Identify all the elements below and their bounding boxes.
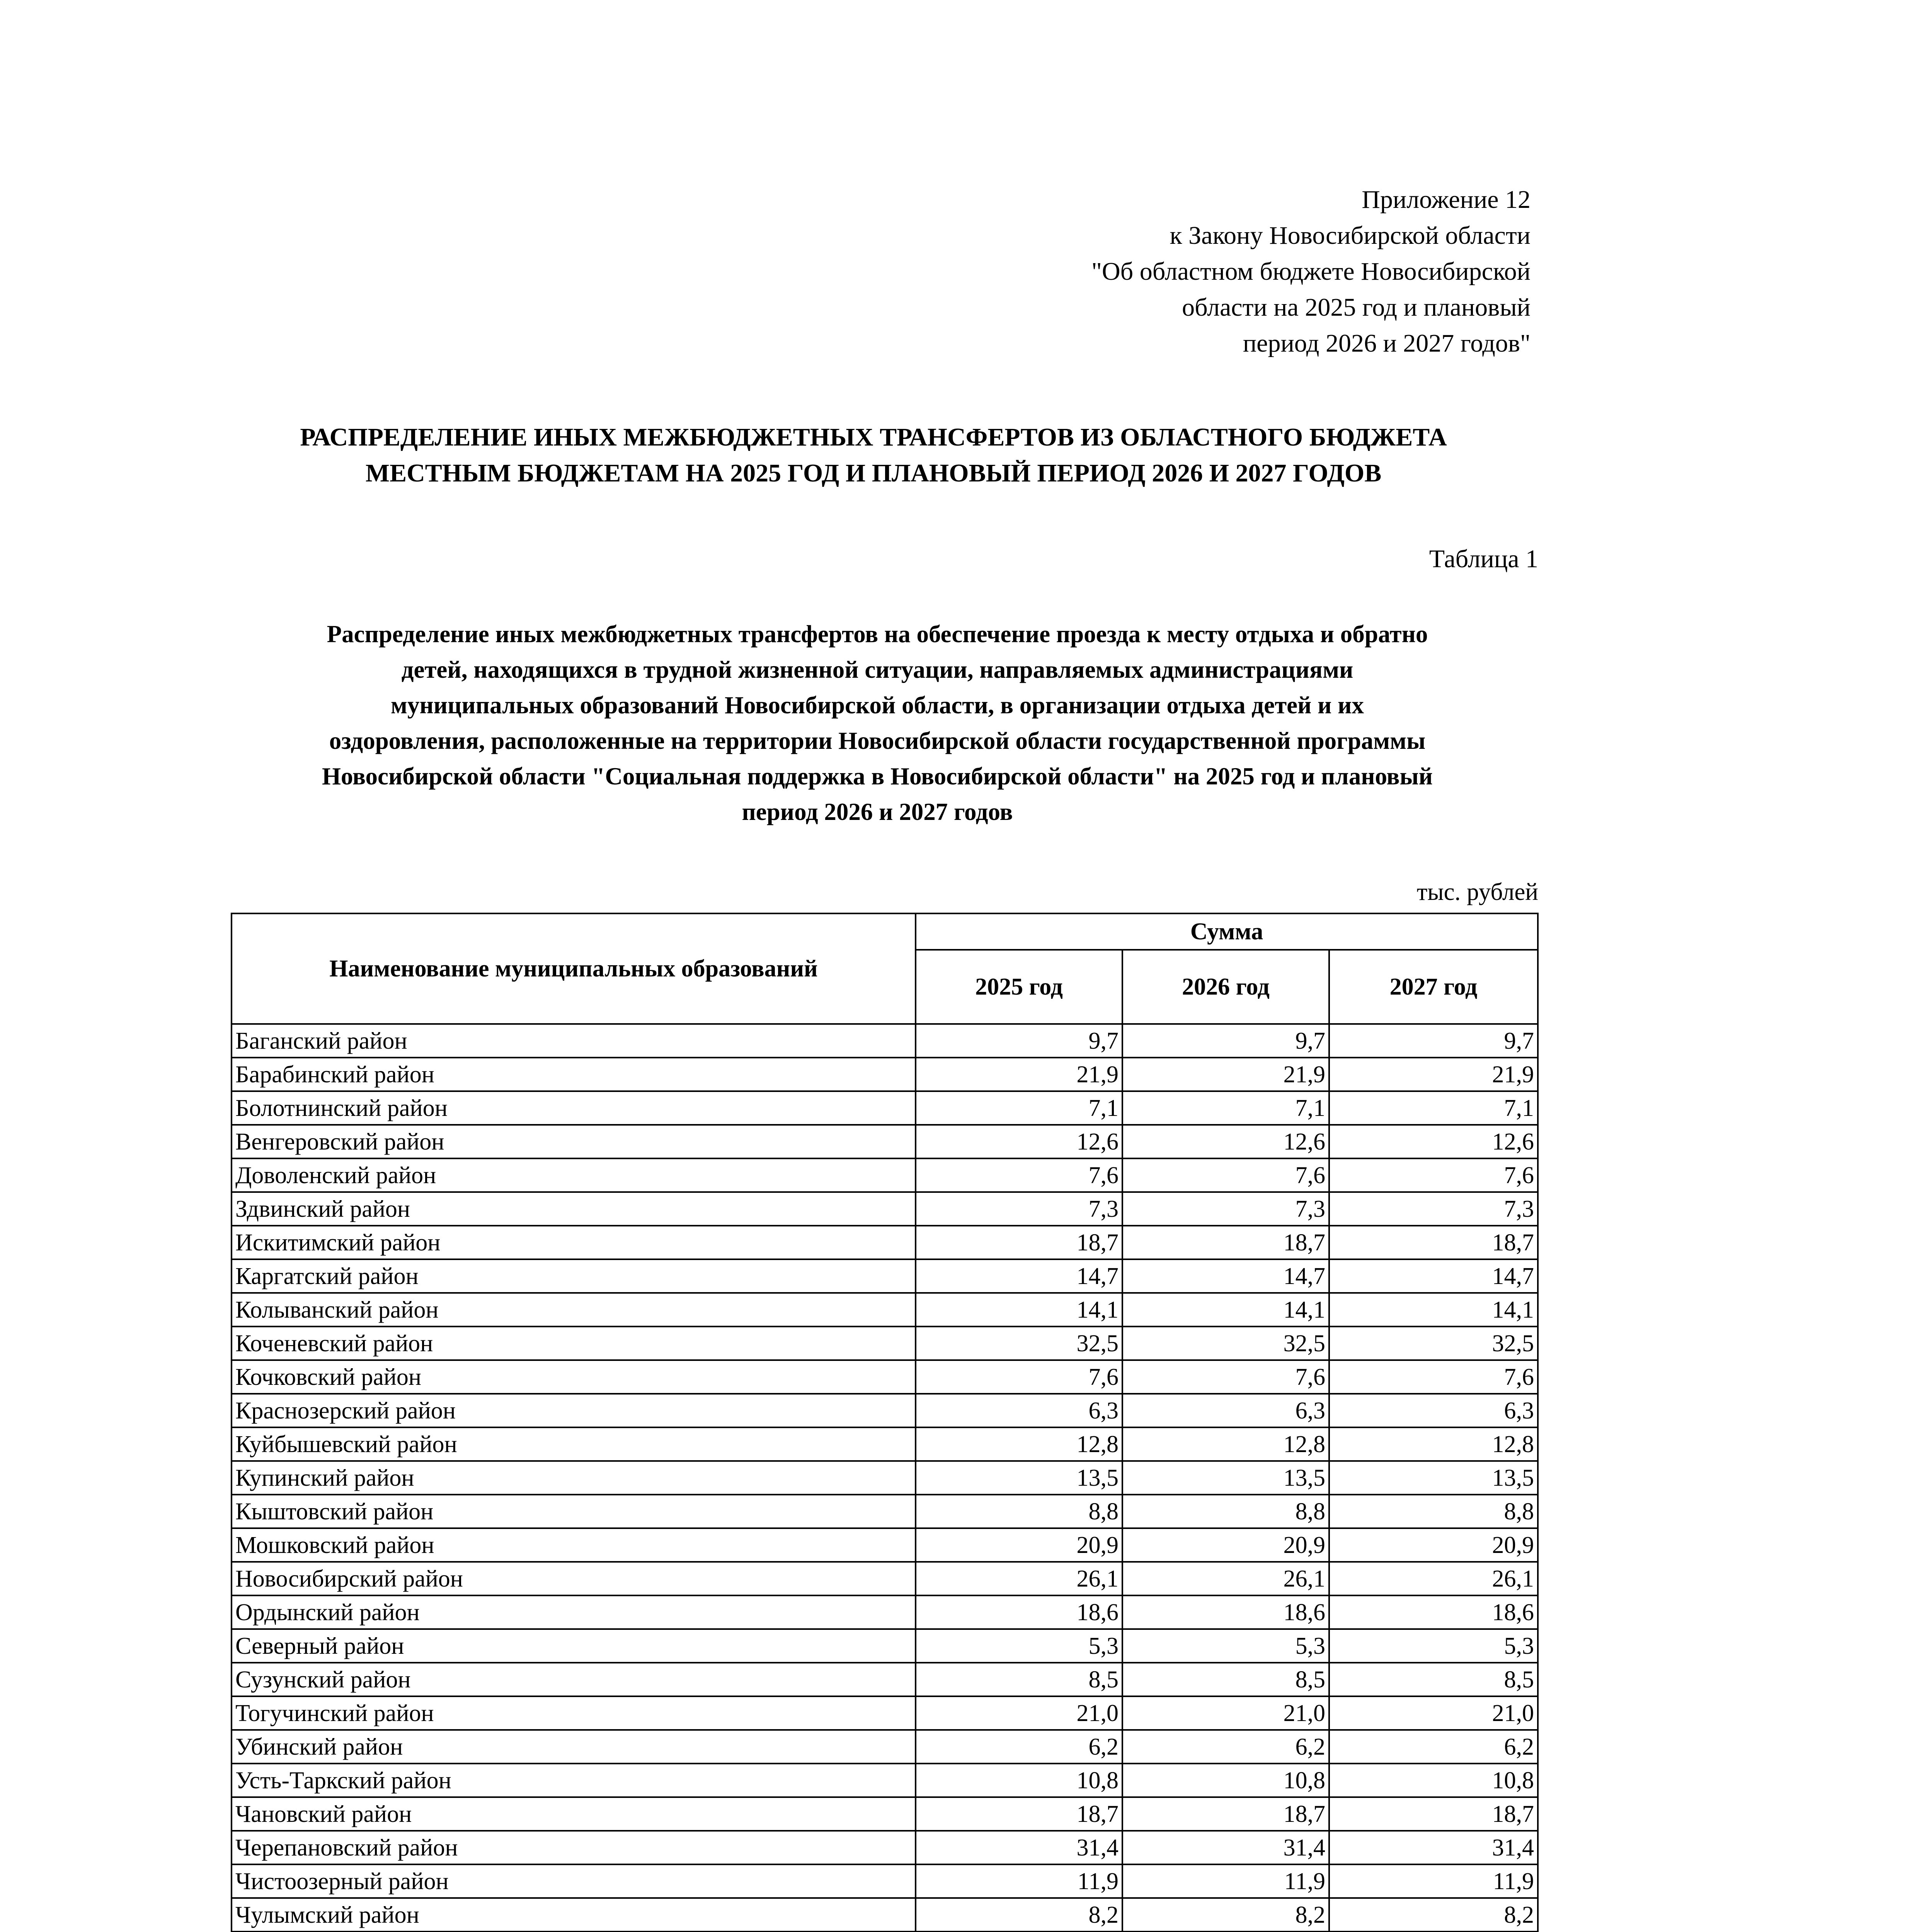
cell-amount: 21,9 [916, 1058, 1122, 1091]
cell-amount: 12,8 [916, 1427, 1122, 1461]
cell-municipality: Северный район [232, 1629, 916, 1663]
cell-amount: 31,4 [1122, 1831, 1329, 1864]
table-row [232, 1091, 1538, 1125]
table-caption [216, 616, 1538, 830]
table-row [232, 1864, 1538, 1898]
cell-municipality: Убинский район [232, 1730, 916, 1764]
table-row [232, 1663, 1538, 1696]
cell-amount: 21,0 [1329, 1696, 1538, 1730]
cell-amount: 8,2 [1329, 1898, 1538, 1932]
units-label: тыс. рублей [1416, 878, 1538, 905]
cell-amount: 7,1 [1329, 1091, 1538, 1125]
cell-amount: 7,6 [916, 1158, 1122, 1192]
appendix-line: "Об областном бюджете Новосибирской [1091, 257, 1531, 286]
cell-amount: 18,7 [1122, 1226, 1329, 1259]
cell-amount: 18,7 [1329, 1226, 1538, 1259]
appendix-line: области на 2025 год и плановый [1182, 293, 1531, 321]
cell-municipality: Искитимский район [232, 1226, 916, 1259]
table-row [232, 1360, 1538, 1394]
cell-amount: 5,3 [1122, 1629, 1329, 1663]
cell-amount: 18,7 [1329, 1797, 1538, 1831]
caption-line: период 2026 и 2027 годов [742, 798, 1013, 825]
cell-amount: 26,1 [1122, 1562, 1329, 1595]
table-row [232, 1461, 1538, 1495]
cell-amount: 7,6 [1122, 1158, 1329, 1192]
table-row [232, 1898, 1538, 1932]
cell-municipality: Куйбышевский район [232, 1427, 916, 1461]
header-year-2026: 2026 год [1122, 950, 1329, 1024]
table-row [232, 1831, 1538, 1864]
appendix-header [912, 182, 1531, 361]
cell-amount: 12,8 [1329, 1427, 1538, 1461]
header-year-2027: 2027 год [1329, 950, 1538, 1024]
cell-amount: 7,6 [1329, 1360, 1538, 1394]
cell-amount: 6,2 [1329, 1730, 1538, 1764]
cell-amount: 6,3 [916, 1394, 1122, 1427]
cell-amount: 11,9 [1122, 1864, 1329, 1898]
cell-amount: 21,0 [916, 1696, 1122, 1730]
cell-amount: 9,7 [1329, 1024, 1538, 1058]
cell-municipality: Чистоозерный район [232, 1864, 916, 1898]
cell-amount: 18,6 [916, 1595, 1122, 1629]
table-row [232, 1562, 1538, 1595]
table-row [232, 1024, 1538, 1058]
table-row [232, 1495, 1538, 1528]
cell-municipality: Барабинский район [232, 1058, 916, 1091]
cell-municipality: Колыванский район [232, 1293, 916, 1327]
distribution-table [231, 913, 1539, 1932]
cell-amount: 9,7 [1122, 1024, 1329, 1058]
cell-municipality: Каргатский район [232, 1259, 916, 1293]
appendix-line: период 2026 и 2027 годов" [1243, 329, 1531, 357]
cell-amount: 12,6 [1122, 1125, 1329, 1158]
table-row [232, 1528, 1538, 1562]
cell-municipality: Ордынский район [232, 1595, 916, 1629]
cell-amount: 13,5 [1329, 1461, 1538, 1495]
cell-amount: 7,3 [916, 1192, 1122, 1226]
cell-amount: 18,7 [916, 1797, 1122, 1831]
cell-amount: 9,7 [916, 1024, 1122, 1058]
title-line: МЕСТНЫМ БЮДЖЕТАМ НА 2025 ГОД И ПЛАНОВЫЙ ПЕРИОД 2026 И 2027 ГОДОВ [365, 459, 1382, 487]
cell-amount: 6,2 [916, 1730, 1122, 1764]
table-body [232, 1024, 1538, 1932]
table-row [232, 1259, 1538, 1293]
table-row [232, 1629, 1538, 1663]
table-row [232, 1125, 1538, 1158]
cell-amount: 26,1 [916, 1562, 1122, 1595]
cell-amount: 32,5 [1122, 1327, 1329, 1360]
appendix-line: к Закону Новосибирской области [1170, 221, 1531, 250]
cell-amount: 8,2 [916, 1898, 1122, 1932]
cell-amount: 7,3 [1329, 1192, 1538, 1226]
cell-amount: 14,7 [1122, 1259, 1329, 1293]
caption-line: детей, находящихся в трудной жизненной ситуации, направляемых администрациями [401, 656, 1353, 683]
cell-amount: 31,4 [916, 1831, 1122, 1864]
cell-amount: 20,9 [1329, 1528, 1538, 1562]
table-row [232, 1192, 1538, 1226]
cell-amount: 13,5 [1122, 1461, 1329, 1495]
cell-municipality: Венгеровский район [232, 1125, 916, 1158]
cell-amount: 32,5 [1329, 1327, 1538, 1360]
table-row [232, 1058, 1538, 1091]
cell-municipality: Баганский район [232, 1024, 916, 1058]
cell-amount: 8,5 [1122, 1663, 1329, 1696]
cell-amount: 26,1 [1329, 1562, 1538, 1595]
cell-amount: 18,7 [1122, 1797, 1329, 1831]
cell-municipality: Краснозерский район [232, 1394, 916, 1427]
cell-municipality: Коченевский район [232, 1327, 916, 1360]
cell-amount: 6,3 [1329, 1394, 1538, 1427]
table-row [232, 1797, 1538, 1831]
cell-amount: 12,8 [1122, 1427, 1329, 1461]
cell-amount: 10,8 [916, 1764, 1122, 1797]
cell-amount: 32,5 [916, 1327, 1122, 1360]
title-line: РАСПРЕДЕЛЕНИЕ ИНЫХ МЕЖБЮДЖЕТНЫХ ТРАНСФЕРТОВ ИЗ ОБЛАСТНОГО БЮДЖЕТА [300, 423, 1447, 451]
cell-amount: 7,1 [1122, 1091, 1329, 1125]
appendix-line: Приложение 12 [1362, 185, 1531, 214]
cell-municipality: Доволенский район [232, 1158, 916, 1192]
cell-municipality: Купинский район [232, 1461, 916, 1495]
table-row [232, 1730, 1538, 1764]
table-label: Таблица 1 [1429, 545, 1538, 573]
header-year-2025: 2025 год [916, 950, 1122, 1024]
cell-amount: 12,6 [916, 1125, 1122, 1158]
cell-amount: 10,8 [1329, 1764, 1538, 1797]
cell-amount: 6,3 [1122, 1394, 1329, 1427]
table-row [232, 1764, 1538, 1797]
cell-amount: 8,5 [916, 1663, 1122, 1696]
cell-municipality: Усть-Таркский район [232, 1764, 916, 1797]
cell-municipality: Новосибирский район [232, 1562, 916, 1595]
cell-amount: 8,8 [1329, 1495, 1538, 1528]
cell-amount: 21,0 [1122, 1696, 1329, 1730]
table-row [232, 1158, 1538, 1192]
cell-amount: 8,8 [916, 1495, 1122, 1528]
cell-amount: 21,9 [1122, 1058, 1329, 1091]
header-municipality: Наименование муниципальных образований [232, 913, 916, 1024]
cell-amount: 31,4 [1329, 1831, 1538, 1864]
cell-amount: 14,7 [916, 1259, 1122, 1293]
cell-amount: 8,8 [1122, 1495, 1329, 1528]
cell-amount: 7,6 [916, 1360, 1122, 1394]
cell-amount: 11,9 [916, 1864, 1122, 1898]
cell-municipality: Кочковский район [232, 1360, 916, 1394]
table-row [232, 1696, 1538, 1730]
cell-municipality: Тогучинский район [232, 1696, 916, 1730]
cell-amount: 7,6 [1122, 1360, 1329, 1394]
cell-municipality: Здвинский район [232, 1192, 916, 1226]
cell-amount: 10,8 [1122, 1764, 1329, 1797]
cell-amount: 7,3 [1122, 1192, 1329, 1226]
caption-line: Распределение иных межбюджетных трансфертов на обеспечение проезда к месту отдыха и обратно [327, 621, 1428, 648]
cell-amount: 14,1 [1329, 1293, 1538, 1327]
table-row [232, 1293, 1538, 1327]
table-row [232, 1427, 1538, 1461]
table-row [232, 1394, 1538, 1427]
cell-amount: 14,1 [916, 1293, 1122, 1327]
cell-amount: 13,5 [916, 1461, 1122, 1495]
cell-amount: 18,6 [1122, 1595, 1329, 1629]
table-row [232, 1595, 1538, 1629]
cell-municipality: Сузунский район [232, 1663, 916, 1696]
cell-municipality: Кыштовский район [232, 1495, 916, 1528]
caption-line: оздоровления, расположенные на территории Новосибирской области государственной программы [329, 727, 1426, 754]
cell-amount: 21,9 [1329, 1058, 1538, 1091]
cell-amount: 7,1 [916, 1091, 1122, 1125]
cell-amount: 14,1 [1122, 1293, 1329, 1327]
table-row [232, 1327, 1538, 1360]
header-sum: Сумма [916, 913, 1538, 950]
cell-municipality: Черепановский район [232, 1831, 916, 1864]
cell-amount: 20,9 [916, 1528, 1122, 1562]
cell-amount: 18,7 [916, 1226, 1122, 1259]
caption-line: муниципальных образований Новосибирской области, в организации отдыха детей и их [391, 692, 1364, 719]
cell-amount: 8,2 [1122, 1898, 1329, 1932]
cell-amount: 11,9 [1329, 1864, 1538, 1898]
cell-amount: 14,7 [1329, 1259, 1538, 1293]
cell-municipality: Мошковский район [232, 1528, 916, 1562]
cell-municipality: Чулымский район [232, 1898, 916, 1932]
cell-amount: 18,6 [1329, 1595, 1538, 1629]
cell-amount: 7,6 [1329, 1158, 1538, 1192]
table-row [232, 1226, 1538, 1259]
cell-amount: 5,3 [1329, 1629, 1538, 1663]
cell-amount: 20,9 [1122, 1528, 1329, 1562]
document-title [209, 419, 1538, 491]
cell-amount: 12,6 [1329, 1125, 1538, 1158]
caption-line: Новосибирской области "Социальная поддержка в Новосибирской области" на 2025 год и плановый [322, 763, 1433, 790]
cell-amount: 5,3 [916, 1629, 1122, 1663]
cell-amount: 6,2 [1122, 1730, 1329, 1764]
cell-municipality: Чановский район [232, 1797, 916, 1831]
cell-municipality: Болотнинский район [232, 1091, 916, 1125]
cell-amount: 8,5 [1329, 1663, 1538, 1696]
